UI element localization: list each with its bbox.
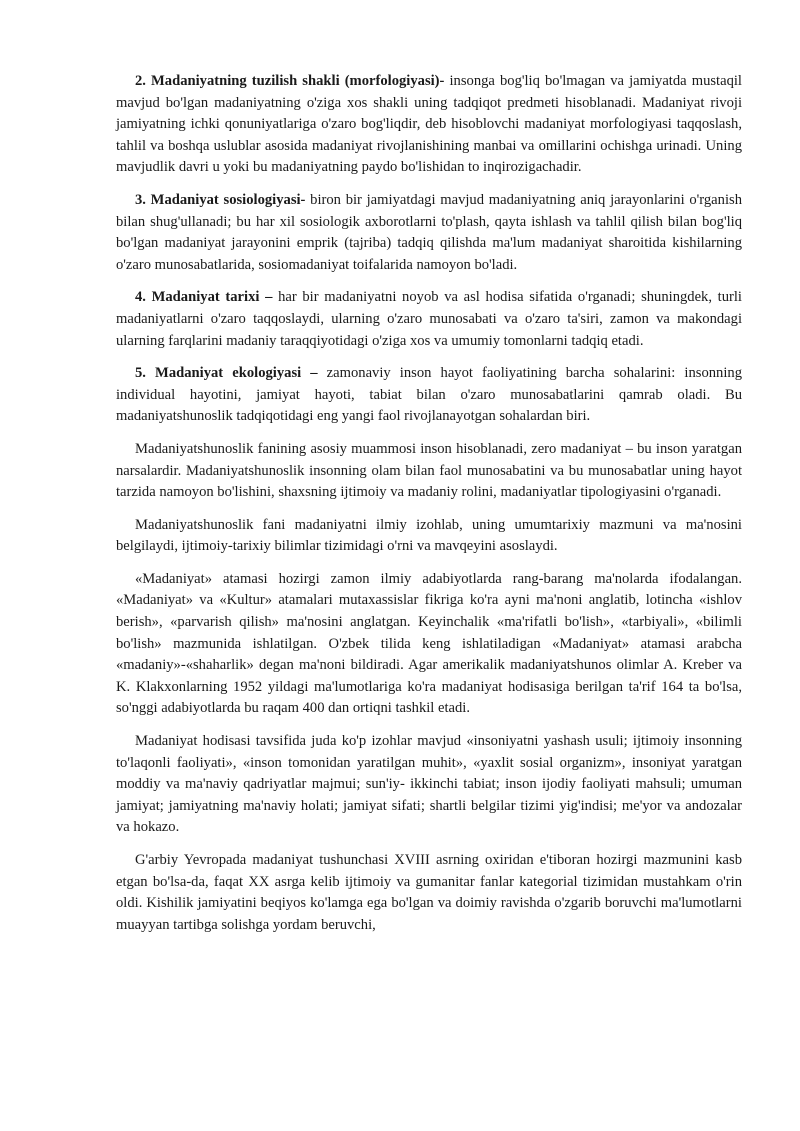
paragraph-text: insonga bog'liq bo'lmagan va jamiyatda mustaqil mavjud bo'lgan madaniyatning o'ziga xos shakli uning tadqiqot predmeti hisoblanadi. Madaniyat rivoji jamiyatning ichki qonuniyatlariga o'zaro bog'liqdir, deb hisoblovchi madaniyat morfologiyasi taqqoslash, tahlil va boshqa uslublar asosida madaniyat rivojlanishining manbai va omillarini ochishga urinadi. Uning mavjudlik davri u yoki bu madaniyatning paydo bo'lishidan to inqirozigachadir. [116, 73, 742, 176]
paragraph-ekologiyasi [116, 363, 742, 428]
paragraph-tavsif [116, 731, 742, 839]
paragraph-text: Madaniyatshunoslik fanining asosiy muammosi inson hisoblanadi, zero madaniyat – bu inson yaratgan narsalardir. Madaniyatshunoslik insonning olam bilan faol munosabatini va bu munosabatlar uning hayot tarzida namoyon bo'lishini, shaxsning ijtimoiy va madaniy rolini, madaniyatlar tipologiyasini o'rganadi. [116, 440, 742, 501]
paragraph-text: Madaniyat hodisasi tavsifida juda ko'p izohlar mavjud «insoniyatni yashash usuli; ijtimoiy insonning to'laqonli faoliyati», «inson tomonidan yaratilgan muhit», «yaxlit sosial organizm», insoniyat yaratgan moddiy va ma'naviy qadriyatlar majmui; sun'iy- ikkinchi tabiat; inson ijodiy faoliyati mahsuli; umuman jamiyat; jamiyatning ma'naviy holati; jamiyat sifati; shartli belgilar tizimi yig'indisi; me'yor va andozalar va hokazo. [116, 733, 742, 836]
paragraph-morfologiyasi [116, 71, 742, 179]
paragraph-ilmiy-izoh [116, 515, 742, 558]
paragraph-text: har bir madaniyatni noyob va asl hodisa sifatida o'rganadi; shuningdek, turli madaniyatlarni o'zaro taqqoslaydi, ularning o'zaro munosabati va o'zaro ta'siri, zamon va makondagi ularning farqlarini madaniy taraqqiyotidagi o'ziga xos va umumiy tomonlarni tadqiq etadi. [116, 289, 742, 349]
paragraph-text: «Madaniyat» atamasi hozirgi zamon ilmiy adabiyotlarda rang-barang ma'nolarda ifodalangan. «Madaniyat» va «Kultur» atamalari mutaxassislar fikriga ko'ra ayni ma'noni anglatib, lotincha «ishlov berish», «parvarish qilish» ma'nosini anglatgan. Keyinchalik «ma'rifatli bo'lish», «tarbiyali», «bilimli bo'lish» mazmunida ishlatilgan. O'zbek tilida keng ishlatiladigan «Madaniyat» atamasi arabcha «madaniy»-«shaharlik» degan ma'noni bildiradi. Agar amerikalik madaniyatshunos olimlar A. Kreber va K. Klakxonlarning 1952 yildagi ma'lumotlariga ko'ra madaniyat hodisasiga berilgan ta'rif 164 ta bo'lsa, so'nggi adabiyotlarda bu raqam 400 dan ortiqni tashkil etadi. [116, 570, 742, 717]
paragraph-heading: 4. Madaniyat tarixi – [135, 289, 273, 306]
paragraph-garbiy-yevropa [116, 850, 742, 936]
paragraph-heading: 3. Madaniyat sosiologiyasi- [135, 191, 306, 208]
paragraph-tarixi [116, 287, 742, 352]
document-page [116, 71, 742, 947]
paragraph-atama [116, 569, 742, 720]
paragraph-heading: 2. Madaniyatning tuzilish shakli (morfologiyasi)- [135, 73, 445, 89]
paragraph-sosiologiyasi [116, 190, 742, 276]
paragraph-text: zamonaviy inson hayot faoliyatining barcha sohalarini: insonning individual hayotini, jamiyat hayoti, tabiat bilan o'zaro munosabatlarini qamrab oladi. Bu madaniyatshunoslik tadqiqotidagi eng yangi faol rivojlanayotgan sohalardan biri. [116, 365, 742, 425]
paragraph-text: G'arbiy Yevropada madaniyat tushunchasi XVIII asrning oxiridan e'tiboran hozirgi mazmunini kasb etgan bo'lsa-da, faqat XX asrga kelib ijtimoiy va gumanitar fanlar kategorial tizimidan mustahkam o'rin oldi. Kishilik jamiyatini beqiyos ko'lamga ega bo'lgan va doimiy ravishda o'zgarib boruvchi ma'lumotlarni muayyan tartibga solishga yordam beruvchi, [116, 852, 742, 933]
paragraph-heading: 5. Madaniyat ekologiyasi – [135, 365, 318, 382]
paragraph-text: biron bir jamiyatdagi mavjud madaniyatning aniq jarayonlarini o'rganish bilan shug'ullanadi; bu har xil sosiologik axborotlarni to'plash, qayta ishlash va tahlil qilish bilan bog'liq bo'lgan madaniyat jarayonini emprik (tajriba) tadqiq qilishda ma'lum madaniyat sharoitida kishilarning o'zaro munosabatlarida, sosiomadaniyat toifalarida namoyon bo'ladi. [116, 191, 742, 273]
paragraph-asosiy-muammo [116, 439, 742, 504]
paragraph-text: Madaniyatshunoslik fani madaniyatni ilmiy izohlab, uning umumtarixiy mazmuni va ma'nosini belgilaydi, ijtimoiy-tarixiy bilimlar tizimidagi o'rni va mavqeyini asoslaydi. [116, 516, 742, 555]
